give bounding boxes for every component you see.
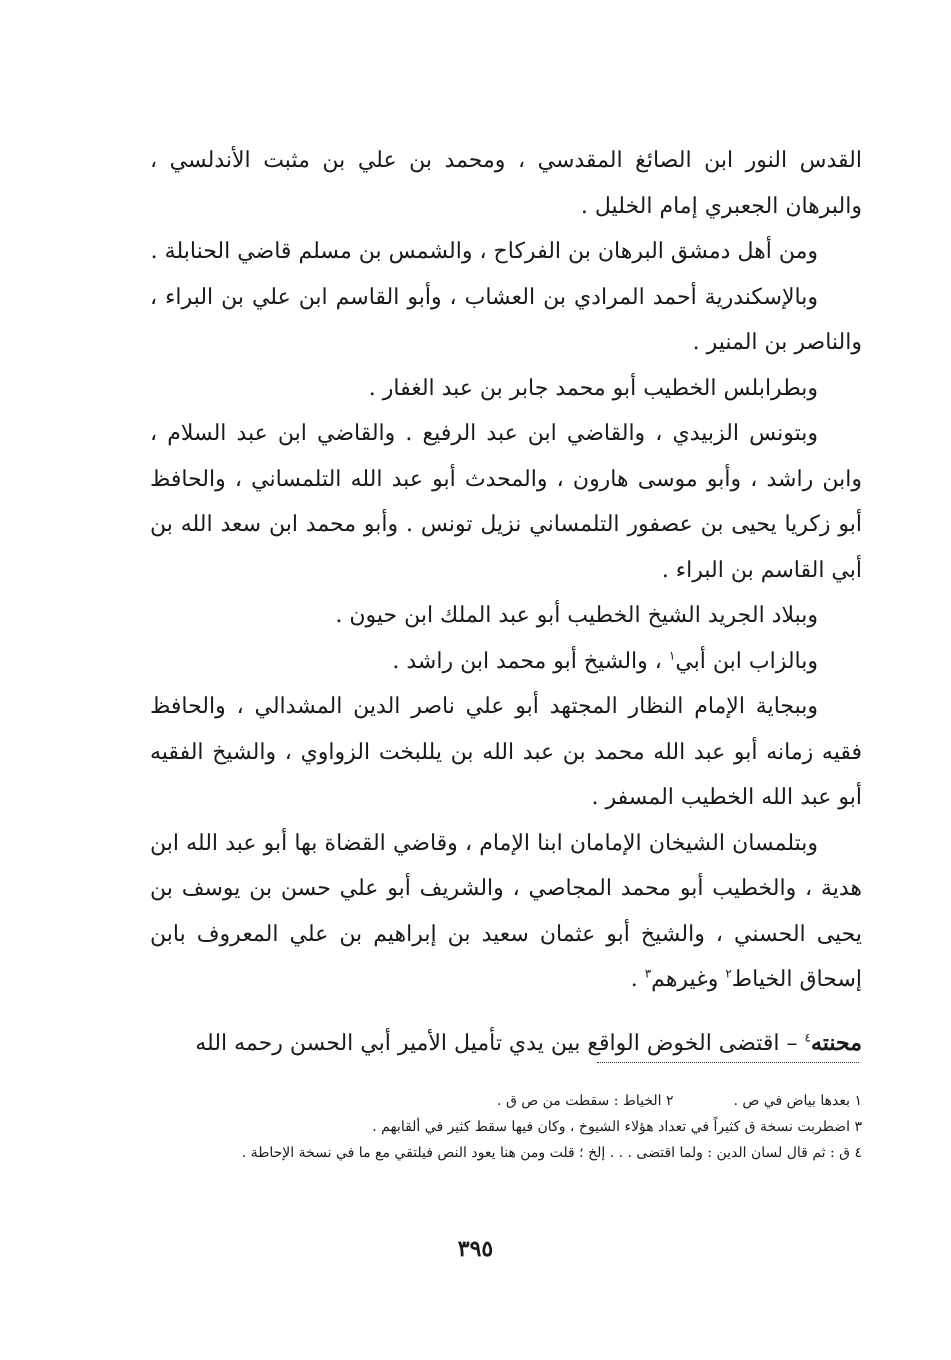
footnote-4: ٤ ق : ثم قال لسان الدين : ولما اقتضى . . . إلخ ؛ قلت ومن هنا يعود النص فيلتقي مع ما في نسخة الإحاطة . — [241, 1145, 862, 1161]
paragraph-9-end: . — [630, 967, 645, 992]
paragraph-6: وببلاد الجريد الشيخ الخطيب أبو عبد الملك ابن حيون . — [335, 603, 818, 628]
paragraph-3: وبالإسكندرية أحمد المرادي بن العشاب ، وأبو القاسم ابن علي بن البراء ، والناصر بن المنير . — [150, 284, 862, 355]
footnote-1: ١ بعدها بياض في ص . — [733, 1093, 862, 1109]
page-number: ٣٩٥ — [457, 1236, 494, 1262]
main-text — [150, 138, 862, 1066]
paragraph-4: وبطرابلس الخطيب أبو محمد جابر بن عبد الغفار . — [368, 375, 818, 401]
paragraph-9 — [150, 821, 862, 1003]
footnote-ref-2: ٢ — [725, 966, 732, 981]
paragraph-9-middle: وغيرهم — [651, 967, 726, 992]
footnote-ref-3: ٣ — [644, 966, 652, 981]
footnote-row-1 — [150, 1088, 862, 1114]
footnotes — [150, 1088, 862, 1166]
paragraph-7-start: وبالزاب ابن أبي — [675, 648, 818, 674]
section-heading: محنته — [810, 1029, 862, 1056]
footnote-divider — [597, 1062, 859, 1063]
paragraph-2: ومن أهل دمشق البرهان بن الفركاح ، والشمس بن مسلم قاضي الحنابلة . — [150, 239, 818, 264]
paragraph-1: القدس النور ابن الصائغ المقدسي ، ومحمد بن علي بن مثبت الأندلسي ، والبرهان الجعبري إمام الخليل . — [150, 148, 862, 219]
footnote-ref-4: ٤ — [804, 1030, 811, 1045]
paragraph-10 — [150, 1021, 862, 1067]
paragraph-7-end: ، والشيخ أبو محمد ابن راشد . — [392, 648, 669, 674]
footnote-ref-1: ١ — [668, 648, 676, 663]
paragraph-7 — [150, 639, 862, 685]
paragraph-9-start: وبتلمسان الشيخان الإمامان ابنا الإمام ، وقاضي القضاة بها أبو عبد الله ابن هدية ، والخطيب أبو محمد المجاصي ، والشريف أبو علي حسن بن يوسف بن يحيى الحسني ، والشيخ أبو عثمان سعيد بن إبراهيم بن علي المعروف بابن إسحاق الخياط — [150, 830, 862, 992]
paragraph-10-text: – اقتضى الخوض الواقع بين يدي تأميل الأمير أبي الحسن رحمه الله — [195, 1030, 805, 1056]
footnote-2: ٢ الخياط : سقطت من ص ق . — [497, 1093, 674, 1109]
paragraph-5: وبتونس الزبيدي ، والقاضي ابن عبد الرفيع . والقاضي ابن عبد السلام ، وابن راشد ، وأبو موسى هارون ، والمحدث أبو عبد الله التلمساني ، والحافظ أبو زكريا يحيى بن عصفور التلمساني نزيل تونس . وأبو محمد ابن سعد الله بن أبي القاسم بن البراء . — [150, 421, 862, 583]
paragraph-8: وببجاية الإمام النظار المجتهد أبو علي ناصر الدين المشدالي ، والحافظ فقيه زمانه أبو عبد الله محمد بن عبد الله بن يللبخت الزواوي ، والشيخ الفقيه أبو عبد الله الخطيب المسفر . — [150, 694, 862, 810]
footnote-3: ٣ اضطربت نسخة ق كثيراً في تعداد هؤلاء الشيوخ ، وكان فيها سقط كثير في ألقابهم . — [372, 1119, 862, 1135]
